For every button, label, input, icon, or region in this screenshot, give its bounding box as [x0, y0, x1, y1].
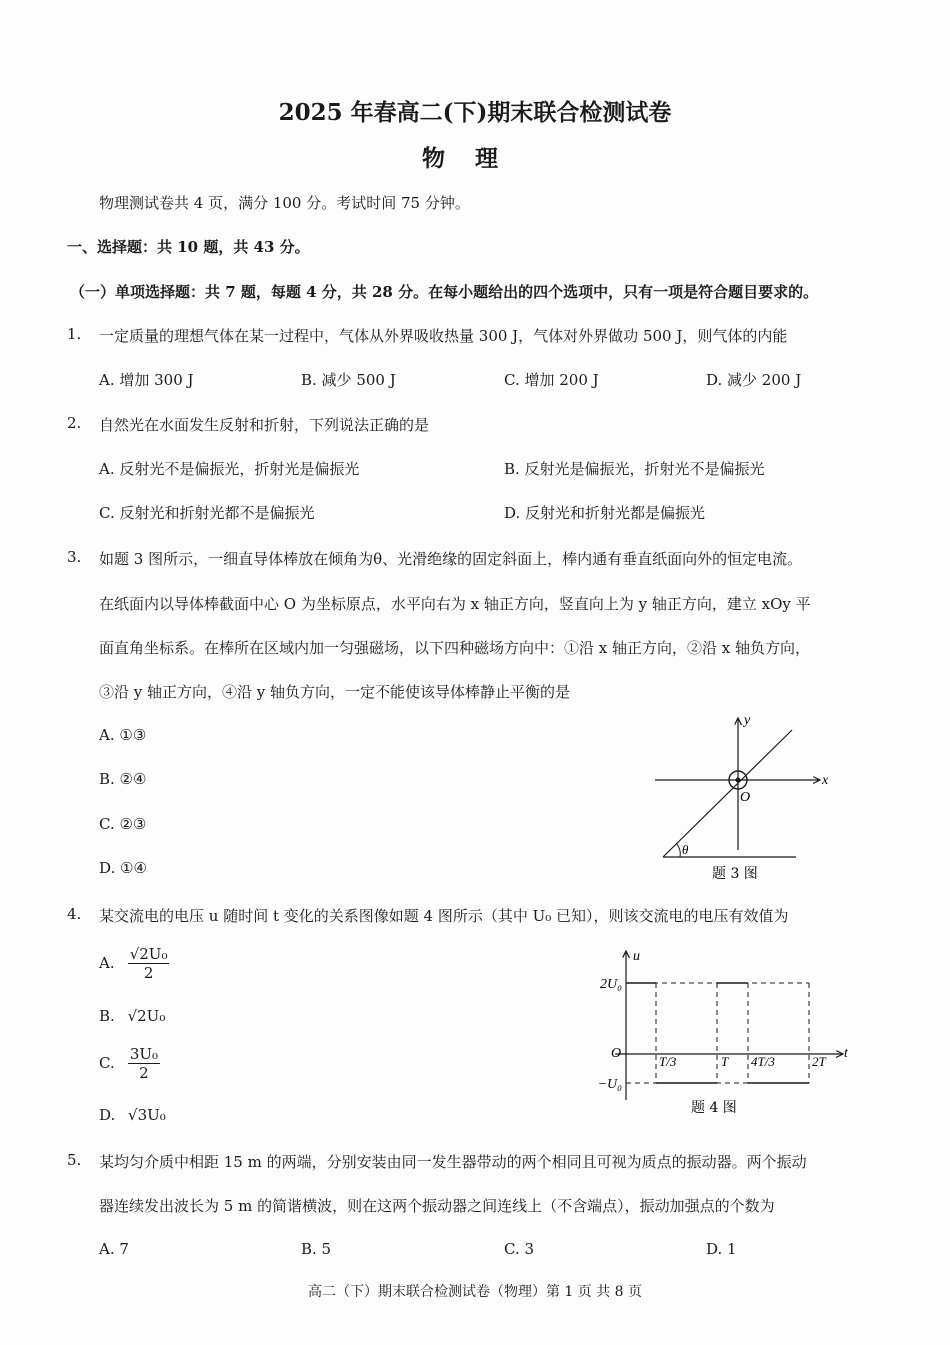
- q2-option-b: B. 反射光是偏振光，折射光不是偏振光: [504, 460, 765, 478]
- question-number: 2.: [67, 414, 82, 432]
- question-4-text: 某交流电的电压 u 随时间 t 变化的关系图像如题 4 图所示（其中 U₀ 已知），则该交流电的电压有效值为: [99, 907, 789, 925]
- option-label: C.: [99, 1054, 115, 1072]
- fig4-caption: 题 4 图: [691, 1100, 737, 1116]
- fig4-xtick-label: T/3: [659, 1054, 677, 1069]
- question-5-line: 某均匀介质中相距 15 m 的两端，分别安装由同一发生器带动的两个相同且可视为质点的振动器。两个振动: [99, 1153, 807, 1171]
- q5-option-c: C. 3: [504, 1240, 535, 1258]
- fig4-t-label: t: [844, 1046, 848, 1061]
- fraction-denominator: 2: [139, 1064, 149, 1082]
- q4-option-d: [99, 1106, 166, 1124]
- fig3-y-label: y: [744, 713, 751, 728]
- fraction: [128, 945, 170, 982]
- q3-option-c: C. ②③: [99, 815, 147, 833]
- section-subheading: （一）单项选择题：共 7 题，每题 4 分，共 28 分。在每小题给出的四个选项中，只有一项是符合题目要求的。: [70, 283, 819, 301]
- q1-option-a: A. 增加 300 J: [99, 371, 194, 389]
- page-footer: 高二（下）期末联合检测试卷（物理）第 1 页 共 8 页: [307, 1284, 643, 1300]
- fig3-angle-label: θ: [682, 842, 689, 857]
- question-1-text: 一定质量的理想气体在某一过程中，气体从外界吸收热量 300 J，气体对外界做功 500 J，则气体的内能: [99, 327, 788, 345]
- question-number: 4.: [67, 905, 82, 923]
- q5-option-a: A. 7: [99, 1240, 129, 1258]
- question-number: 5.: [67, 1151, 82, 1169]
- question-3-line: 在纸面内以导体棒截面中心 O 为坐标原点，水平向右为 x 轴正方向，竖直向上为 y 轴正方向，建立 xOy 平: [99, 595, 811, 613]
- q4-option-b: [99, 1007, 165, 1025]
- q1-option-b: B. 减少 500 J: [301, 371, 396, 389]
- q2-option-d: D. 反射光和折射光都是偏振光: [504, 504, 706, 522]
- q4-option-a: [99, 945, 169, 982]
- q4-option-c: [99, 1045, 160, 1082]
- fraction-numerator: √2U₀: [129, 945, 168, 963]
- option-label: D.: [99, 1106, 116, 1124]
- figure-3-diagram: [640, 710, 840, 890]
- fig4-u-label: u: [633, 949, 640, 964]
- q5-option-d: D. 1: [706, 1240, 737, 1258]
- fig3-caption: 题 3 图: [712, 866, 758, 882]
- question-2-text: 自然光在水面发生反射和折射，下列说法正确的是: [99, 416, 430, 434]
- q1-option-d: D. 减少 200 J: [706, 371, 802, 389]
- question-3-line: 如题 3 图所示，一细直导体棒放在倾角为θ、光滑绝缘的固定斜面上，棒内通有垂直纸面向外的恒定电流。: [99, 550, 803, 568]
- fraction: [128, 1045, 160, 1082]
- section-heading: 一、选择题：共 10 题，共 43 分。: [67, 238, 310, 256]
- q2-option-c: C. 反射光和折射光都不是偏振光: [99, 504, 315, 522]
- fig3-origin-label: O: [740, 790, 751, 805]
- option-label: B.: [99, 1007, 115, 1025]
- q3-option-b: B. ②④: [99, 770, 147, 788]
- option-label: A.: [99, 954, 115, 972]
- figure-4-graph: [585, 945, 865, 1125]
- fig4-xtick-label: T: [721, 1054, 729, 1069]
- q2-option-a: A. 反射光不是偏振光，折射光是偏振光: [99, 460, 360, 478]
- q3-option-d: D. ①④: [99, 859, 147, 877]
- question-number: 1.: [67, 325, 82, 343]
- fig4-xtick-label: 4T/3: [751, 1054, 775, 1069]
- exam-title: 2025 年春高二(下)期末联合检测试卷: [278, 99, 672, 126]
- question-3-line: ③沿 y 轴正方向，④沿 y 轴负方向，一定不能使该导体棒静止平衡的是: [99, 683, 571, 701]
- q5-option-b: B. 5: [301, 1240, 332, 1258]
- option-expression: √2U₀: [127, 1007, 166, 1025]
- question-3-line: 面直角坐标系。在棒所在区域内加一匀强磁场，以下四种磁场方向中：①沿 x 轴正方向，②沿 x 轴负方向，: [99, 639, 810, 657]
- option-expression: √3U₀: [128, 1106, 166, 1124]
- fig4-xtick-label: 2T: [812, 1054, 826, 1069]
- fig4-origin-label: O: [611, 1046, 622, 1061]
- fraction-denominator: 2: [143, 964, 154, 982]
- q1-option-c: C. 增加 200 J: [504, 371, 599, 389]
- fig3-x-label: x: [822, 773, 829, 788]
- question-number: 3.: [67, 548, 82, 566]
- fraction-numerator: 3U₀: [129, 1045, 159, 1063]
- q3-option-a: A. ①③: [99, 726, 147, 744]
- question-5-line: 器连续发出波长为 5 m 的简谐横波，则在这两个振动器之间连线上（不含端点），振动加强点的个数为: [99, 1197, 775, 1215]
- fig4-ytick-label: −U₀: [597, 1077, 622, 1092]
- subject-title: 物理: [422, 145, 528, 172]
- fig4-ytick-label: 2U₀: [600, 977, 622, 992]
- intro-text: 物理测试卷共 4 页，满分 100 分。考试时间 75 分钟。: [99, 194, 470, 212]
